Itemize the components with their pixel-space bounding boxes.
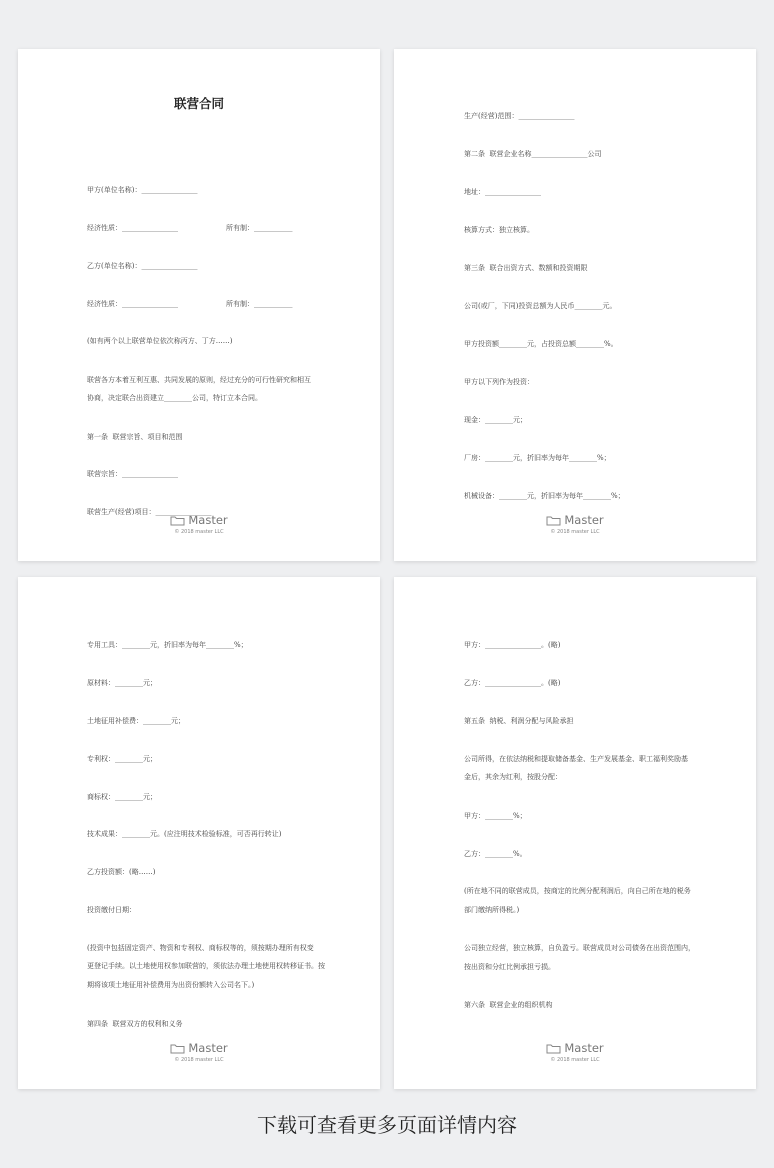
brand-copyright: © 2018 master LLC [174,1057,224,1063]
field-line: 厂房：________元，折旧率为每年________%； [464,454,611,462]
field-line: 甲方：________________。(略) [464,641,561,649]
field-line: 生产(经营)范围：________________ [464,112,575,120]
field-line: 联营生产(经营)项目：________________ [87,508,212,516]
party-b-name-line: 乙方(单位名称)：________________ [87,262,198,270]
field-line: 原材料：________元； [87,679,157,687]
article-heading: 第四条 联营双方的权利和义务 [87,1020,183,1028]
field-line: 公司(或厂，下同)投资总额为人民币________元。 [464,302,617,310]
folder-icon [170,515,185,526]
paragraph-line: (所在地不同的联营成员，按商定的比例分配利润后，向自己所在地的税务 [464,887,691,895]
party-a-ownership-line: 所有制：___________ [226,224,293,232]
paragraph-line: 按出资和分红比例承担亏损。 [464,963,555,971]
paragraph-line: (投资中包括固定资产、物资和专利权、商标权等的，须按期办理所有权变 [87,944,314,952]
field-line: 乙方：________________。(略) [464,679,561,687]
brand-name: Master [564,513,604,527]
article-heading: 第五条 纳税、利润分配与风险承担 [464,717,574,725]
download-caption: 下载可查看更多页面详情内容 [257,1113,517,1137]
field-line: 专用工具：________元，折旧率为每年________%； [87,641,248,649]
brand-watermark [18,1041,380,1063]
paragraph-line: 公司所得，在依法纳税和提取储备基金、生产发展基金、职工福利奖励基 [464,755,688,763]
brand-watermark [394,1041,756,1063]
article-heading: 第二条 联营企业名称________________公司 [464,150,602,158]
party-a-economic-nature-line: 经济性质：________________ [87,224,178,232]
field-line: 土地征用补偿费：________元； [87,717,185,725]
field-line: 投资缴付日期： [87,906,136,914]
paragraph-line: 部门缴纳所得税。) [464,906,520,914]
brand-copyright: © 2018 master LLC [174,529,224,535]
brand-watermark [394,513,756,535]
document-title: 联营合同 [173,96,224,111]
brand-name: Master [188,513,228,527]
field-line: 甲方：________%； [464,812,527,820]
folder-icon [546,1043,561,1054]
brand-watermark [18,513,380,535]
field-line: 地址：________________ [464,188,541,196]
party-b-ownership-line: 所有制：___________ [226,300,293,308]
document-page-1 [18,49,380,561]
article-heading: 第一条 联营宗旨、项目和范围 [87,433,183,441]
field-line: 现金：________元； [464,416,527,424]
folder-icon [170,1043,185,1054]
field-line: 乙方投资额：(略……) [87,868,156,876]
brand-name: Master [564,1041,604,1055]
document-page-3 [18,577,380,1089]
field-line: 商标权：________元； [87,793,157,801]
article-heading: 第六条 联营企业的组织机构 [464,1001,553,1009]
field-line: 机械设备：________元，折旧率为每年________%； [464,492,625,500]
brand-copyright: © 2018 master LLC [550,529,600,535]
field-line: 核算方式：独立核算。 [464,226,534,234]
field-line: 联营宗旨：________________ [87,470,178,478]
paragraph-line: 联营各方本着互利互惠、共同发展的原则，经过充分的可行性研究和相互 [87,376,311,384]
field-line: 乙方：________%。 [464,850,527,858]
paragraph-line: 期将该项土地征用补偿费用为出资份额转入公司名下。) [87,981,255,989]
brand-name: Master [188,1041,228,1055]
document-page-2 [394,49,756,561]
party-b-economic-nature-line: 经济性质：________________ [87,300,178,308]
party-a-name-line: 甲方(单位名称)：________________ [87,186,198,194]
folder-icon [546,515,561,526]
field-line: 技术成果：________元。(应注明技术检验标准，可否再行转让) [87,830,282,838]
paragraph-line: 公司独立经营，独立核算，自负盈亏。联营成员对公司债务在出资范围内， [464,944,695,952]
document-page-4 [394,577,756,1089]
note-line: (如有两个以上联营单位依次称丙方、丁方……) [87,337,233,345]
paragraph-line: 金后，其余为红利，按股分配： [464,773,562,781]
paragraph-line: 协商，决定联合出资建立________公司，特订立本合同。 [87,394,262,402]
field-line: 专利权：________元； [87,755,157,763]
paragraph-line: 更登记手续。以土地使用权参加联营的，须依法办理土地使用权转移证书。按 [87,962,325,970]
field-line: 甲方投资额________元，占投资总额________%。 [464,340,618,348]
article-heading: 第三条 联合出资方式、数额和投资期限 [464,264,588,272]
brand-copyright: © 2018 master LLC [550,1057,600,1063]
field-line: 甲方以下列作为投资： [464,378,534,386]
